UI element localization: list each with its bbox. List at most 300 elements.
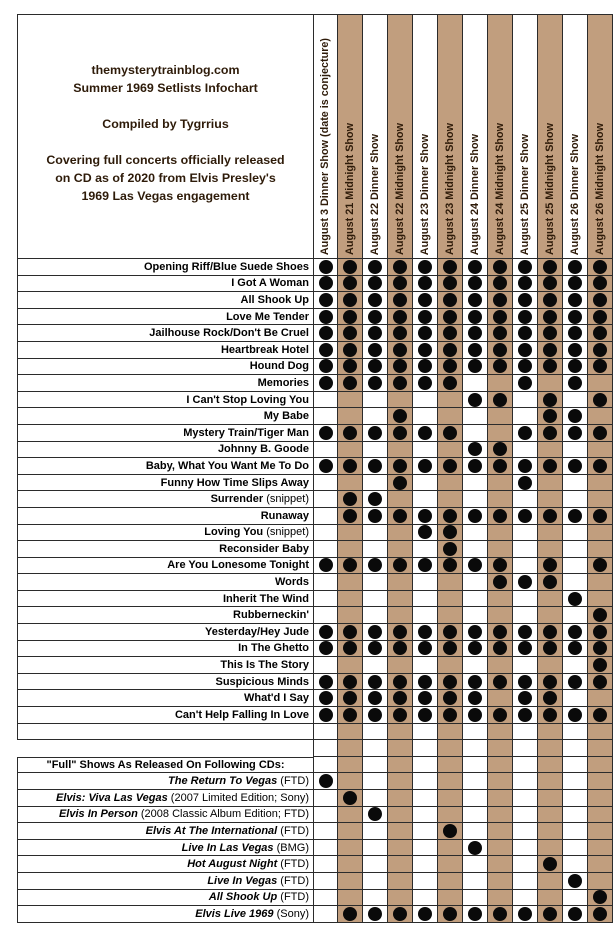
setlist-dot: [493, 260, 507, 274]
grid-cell: [438, 624, 463, 641]
grid-cell: [488, 690, 513, 707]
setlist-dot: [593, 276, 607, 290]
grid-cell: [438, 641, 463, 658]
grid-cell: [488, 425, 513, 442]
setlist-dot: [319, 641, 333, 655]
grid-cell: [563, 856, 588, 873]
song-title: Can't Help Falling In Love: [174, 708, 309, 721]
setlist-dot: [468, 691, 482, 705]
grid-cell: [588, 591, 613, 608]
song-title: Rubberneckin': [233, 609, 309, 622]
cd-detail: (FTD): [277, 824, 309, 837]
grid-cell: [338, 508, 363, 525]
grid-cell: [388, 591, 413, 608]
grid-cell: [463, 690, 488, 707]
grid-cell: [588, 707, 613, 724]
grid-cell: [488, 707, 513, 724]
setlist-dot: [518, 260, 532, 274]
setlist-dot: [568, 326, 582, 340]
grid-cell: [388, 541, 413, 558]
grid-cell: [338, 840, 363, 857]
grid-cell: [438, 574, 463, 591]
grid-cell: [413, 790, 438, 807]
setlist-dot: [543, 409, 557, 423]
cd-row-label: [17, 906, 313, 923]
setlist-dot: [393, 260, 407, 274]
grid-cell: [413, 906, 438, 923]
grid-cell: [463, 574, 488, 591]
grid-cell: [513, 508, 538, 525]
grid-cell: [438, 408, 463, 425]
song-title: Baby, What You Want Me To Do: [145, 459, 309, 472]
grid-cell: [313, 442, 338, 459]
grid-cell: [363, 292, 388, 309]
grid-cell: [588, 724, 613, 741]
grid-cell: [313, 525, 338, 542]
grid-cell: [463, 607, 488, 624]
column-header: [563, 14, 588, 259]
song-row-label: [17, 276, 313, 293]
setlist-dot: [319, 376, 333, 390]
grid-cell: [313, 276, 338, 293]
setlist-dot: [568, 293, 582, 307]
grid-cell: [563, 292, 588, 309]
setlist-dot: [518, 675, 532, 689]
grid-cell: [563, 309, 588, 326]
chart-title: Summer 1969 Setlists Infochart: [73, 81, 258, 95]
grid-cell: [338, 807, 363, 824]
song-row-label: [17, 408, 313, 425]
grid-cell: [513, 906, 538, 923]
grid-cell: [463, 408, 488, 425]
grid-cell: [513, 525, 538, 542]
grid-cell: [463, 674, 488, 691]
grid-cell: [463, 508, 488, 525]
song-row-label: [17, 359, 313, 376]
grid-cell: [513, 292, 538, 309]
grid-cell: [563, 641, 588, 658]
grid-cell: [438, 890, 463, 907]
grid-cell: [488, 607, 513, 624]
song-title: Memories: [257, 376, 309, 389]
grid-cell: [388, 508, 413, 525]
setlist-dot: [593, 260, 607, 274]
setlist-dot: [468, 625, 482, 639]
column-header-label: August 22 Midnight Show: [393, 123, 406, 255]
grid-cell: [438, 259, 463, 276]
song-title: My Babe: [263, 410, 309, 423]
grid-cell: [413, 807, 438, 824]
setlist-dot: [393, 708, 407, 722]
setlist-dot: [393, 907, 407, 921]
grid-cell: [588, 292, 613, 309]
grid-cell: [313, 674, 338, 691]
grid-cell: [513, 724, 538, 741]
grid-cell: [563, 740, 588, 757]
grid-cell: [438, 425, 463, 442]
setlist-dot: [593, 393, 607, 407]
grid-cell: [338, 641, 363, 658]
setlist-infochart: [17, 14, 613, 923]
grid-cell: [413, 690, 438, 707]
setlist-dot: [443, 691, 457, 705]
grid-cell: [513, 873, 538, 890]
grid-cell: [538, 359, 563, 376]
setlist-dot: [443, 293, 457, 307]
grid-cell: [538, 641, 563, 658]
setlist-dot: [418, 343, 432, 357]
grid-cell: [438, 591, 463, 608]
grid-cell: [488, 325, 513, 342]
grid-cell: [363, 591, 388, 608]
grid-cell: [438, 491, 463, 508]
grid-cell: [388, 856, 413, 873]
coverage-line-1: Covering full concerts officially released: [46, 153, 285, 167]
cd-detail: (FTD): [277, 874, 309, 887]
setlist-dot: [593, 708, 607, 722]
setlist-dot: [593, 558, 607, 572]
grid-cell: [538, 724, 563, 741]
grid-cell: [438, 707, 463, 724]
grid-cell: [463, 624, 488, 641]
song-row-label: [17, 342, 313, 359]
grid-cell: [563, 541, 588, 558]
grid-cell: [388, 325, 413, 342]
setlist-dot: [368, 459, 382, 473]
song-title: In The Ghetto: [238, 642, 309, 655]
grid-cell: [513, 442, 538, 459]
setlist-dot: [593, 310, 607, 324]
grid-cell: [538, 342, 563, 359]
setlist-dot: [368, 326, 382, 340]
grid-cell: [488, 823, 513, 840]
grid-cell: [463, 259, 488, 276]
setlist-dot: [443, 260, 457, 274]
song-title: Surrender: [210, 493, 264, 506]
setlist-dot: [418, 558, 432, 572]
grid-cell: [488, 890, 513, 907]
grid-cell: [463, 873, 488, 890]
song-title: Reconsider Baby: [219, 542, 309, 555]
grid-cell: [438, 359, 463, 376]
grid-cell: [538, 873, 563, 890]
grid-cell: [388, 558, 413, 575]
setlist-dot: [443, 525, 457, 539]
grid-cell: [538, 475, 563, 492]
grid-cell: [363, 607, 388, 624]
cd-title: Elvis Live 1969: [195, 907, 274, 920]
setlist-dot: [418, 641, 432, 655]
compiled-by: Compiled by Tygrrius: [102, 117, 229, 131]
grid-cell: [513, 624, 538, 641]
setlist-dot: [568, 409, 582, 423]
cd-detail: (Sony): [273, 907, 309, 920]
setlist-dot: [319, 459, 333, 473]
grid-cell: [588, 890, 613, 907]
grid-cell: [438, 325, 463, 342]
setlist-dot: [368, 492, 382, 506]
grid-cell: [488, 458, 513, 475]
grid-cell: [438, 807, 463, 824]
grid-cell: [413, 724, 438, 741]
grid-cell: [538, 392, 563, 409]
setlist-dot: [418, 260, 432, 274]
grid-cell: [538, 458, 563, 475]
setlist-dot: [393, 326, 407, 340]
grid-cell: [388, 359, 413, 376]
grid-cell: [338, 906, 363, 923]
grid-cell: [363, 475, 388, 492]
grid-cell: [463, 425, 488, 442]
grid-cell: [338, 574, 363, 591]
grid-cell: [488, 757, 513, 774]
song-title: Are You Lonesome Tonight: [167, 559, 309, 572]
song-title: Heartbreak Hotel: [220, 343, 309, 356]
grid-cell: [488, 624, 513, 641]
setlist-dot: [443, 641, 457, 655]
grid-cell: [563, 807, 588, 824]
setlist-dot: [443, 459, 457, 473]
setlist-dot: [418, 359, 432, 373]
setlist-dot: [543, 509, 557, 523]
grid-cell: [588, 359, 613, 376]
grid-cell: [588, 690, 613, 707]
grid-cell: [338, 425, 363, 442]
setlist-dot: [568, 509, 582, 523]
grid-cell: [438, 724, 463, 741]
setlist-dot: [518, 293, 532, 307]
grid-cell: [338, 740, 363, 757]
grid-cell: [563, 525, 588, 542]
grid-cell: [488, 408, 513, 425]
setlist-dot: [368, 907, 382, 921]
grid-cell: [413, 325, 438, 342]
grid-cell: [363, 873, 388, 890]
grid-cell: [538, 591, 563, 608]
grid-cell: [413, 276, 438, 293]
setlist-dot: [468, 260, 482, 274]
grid-cell: [313, 807, 338, 824]
setlist-dot: [518, 691, 532, 705]
setlist-dot: [393, 691, 407, 705]
grid-cell: [413, 574, 438, 591]
cd-title: The Return To Vegas: [168, 775, 278, 788]
grid-cell: [588, 790, 613, 807]
setlist-dot: [443, 276, 457, 290]
setlist-dot: [368, 675, 382, 689]
grid-cell: [313, 873, 338, 890]
grid-cell: [413, 491, 438, 508]
grid-cell: [513, 674, 538, 691]
grid-cell: [488, 856, 513, 873]
cd-detail: (2008 Classic Album Edition; FTD): [137, 808, 309, 821]
grid-cell: [513, 740, 538, 757]
grid-cell: [338, 276, 363, 293]
grid-cell: [413, 757, 438, 774]
setlist-dot: [343, 293, 357, 307]
setlist-dot: [443, 310, 457, 324]
grid-cell: [588, 641, 613, 658]
grid-cell: [413, 342, 438, 359]
grid-cell: [313, 491, 338, 508]
grid-cell: [313, 309, 338, 326]
grid-cell: [488, 525, 513, 542]
grid-cell: [438, 392, 463, 409]
setlist-dot: [593, 459, 607, 473]
grid-cell: [388, 773, 413, 790]
cd-detail: (FTD): [277, 775, 309, 788]
grid-cell: [538, 890, 563, 907]
setlist-dot: [518, 708, 532, 722]
song-title: Jailhouse Rock/Don't Be Cruel: [149, 327, 309, 340]
setlist-dot: [418, 509, 432, 523]
grid-cell: [588, 425, 613, 442]
setlist-dot: [368, 260, 382, 274]
grid-cell: [538, 375, 563, 392]
grid-cell: [388, 906, 413, 923]
setlist-dot: [343, 310, 357, 324]
grid-cell: [338, 475, 363, 492]
grid-cell: [388, 807, 413, 824]
setlist-dot: [443, 359, 457, 373]
grid-cell: [413, 375, 438, 392]
setlist-dot: [593, 641, 607, 655]
grid-cell: [488, 392, 513, 409]
setlist-dot: [443, 542, 457, 556]
setlist-dot: [468, 293, 482, 307]
song-row-label: [17, 458, 313, 475]
column-header: [513, 14, 538, 259]
song-title: All Shook Up: [240, 293, 309, 306]
grid-cell: [563, 276, 588, 293]
grid-cell: [563, 259, 588, 276]
setlist-dot: [418, 376, 432, 390]
setlist-dot: [343, 459, 357, 473]
grid-cell: [488, 491, 513, 508]
grid-cell: [313, 342, 338, 359]
song-title: Funny How Time Slips Away: [160, 476, 309, 489]
grid-cell: [463, 790, 488, 807]
grid-cell: [538, 259, 563, 276]
song-row-label: [17, 541, 313, 558]
setlist-dot: [543, 641, 557, 655]
grid-cell: [588, 325, 613, 342]
grid-cell: [313, 740, 338, 757]
setlist-dot: [343, 791, 357, 805]
grid-cell: [538, 309, 563, 326]
grid-cell: [488, 375, 513, 392]
grid-cell: [438, 375, 463, 392]
grid-cell: [438, 840, 463, 857]
grid-cell: [588, 408, 613, 425]
grid-cell: [338, 541, 363, 558]
setlist-dot: [343, 907, 357, 921]
grid-cell: [488, 773, 513, 790]
song-title: Suspicious Minds: [215, 675, 309, 688]
setlist-dot: [418, 675, 432, 689]
grid-cell: [513, 890, 538, 907]
grid-cell: [538, 674, 563, 691]
setlist-dot: [368, 293, 382, 307]
song-row-label: [17, 624, 313, 641]
grid-cell: [338, 558, 363, 575]
setlist-dot: [319, 625, 333, 639]
setlist-dot: [518, 310, 532, 324]
grid-cell: [413, 292, 438, 309]
grid-cell: [513, 309, 538, 326]
setlist-dot: [493, 276, 507, 290]
song-row-label: [17, 508, 313, 525]
grid-cell: [413, 641, 438, 658]
grid-cell: [563, 873, 588, 890]
grid-cell: [513, 690, 538, 707]
grid-cell: [563, 574, 588, 591]
grid-cell: [313, 325, 338, 342]
grid-cell: [388, 707, 413, 724]
cd-detail: (FTD): [277, 891, 309, 904]
column-header: [388, 14, 413, 259]
grid-cell: [588, 491, 613, 508]
setlist-dot: [518, 476, 532, 490]
setlist-dot: [468, 509, 482, 523]
cd-row-label: [17, 773, 313, 790]
setlist-dot: [593, 509, 607, 523]
grid-cell: [513, 607, 538, 624]
grid-cell: [388, 890, 413, 907]
setlist-dot: [568, 426, 582, 440]
grid-cell: [463, 458, 488, 475]
cd-title: Elvis In Person: [58, 808, 138, 821]
grid-cell: [588, 442, 613, 459]
setlist-dot: [343, 376, 357, 390]
setlist-dot: [518, 276, 532, 290]
setlist-dot: [319, 691, 333, 705]
grid-cell: [388, 342, 413, 359]
column-header-label: August 22 Dinner Show: [368, 133, 381, 255]
grid-cell: [338, 707, 363, 724]
empty-row-label: [17, 724, 313, 741]
grid-cell: [438, 558, 463, 575]
setlist-dot: [319, 293, 333, 307]
grid-cell: [388, 840, 413, 857]
grid-cell: [338, 309, 363, 326]
grid-cell: [313, 259, 338, 276]
setlist-dot: [543, 260, 557, 274]
grid-cell: [363, 856, 388, 873]
setlist-dot: [468, 442, 482, 456]
grid-cell: [538, 773, 563, 790]
song-row-label: [17, 292, 313, 309]
setlist-dot: [343, 691, 357, 705]
grid-cell: [538, 442, 563, 459]
setlist-dot: [443, 675, 457, 689]
grid-cell: [488, 873, 513, 890]
grid-cell: [538, 508, 563, 525]
grid-cell: [538, 607, 563, 624]
grid-cell: [538, 425, 563, 442]
grid-cell: [513, 773, 538, 790]
grid-cell: [313, 823, 338, 840]
grid-cell: [538, 408, 563, 425]
grid-cell: [413, 359, 438, 376]
grid-cell: [363, 757, 388, 774]
setlist-dot: [343, 276, 357, 290]
grid-cell: [388, 740, 413, 757]
grid-cell: [313, 508, 338, 525]
grid-cell: [313, 591, 338, 608]
grid-cell: [363, 408, 388, 425]
setlist-dot: [368, 641, 382, 655]
